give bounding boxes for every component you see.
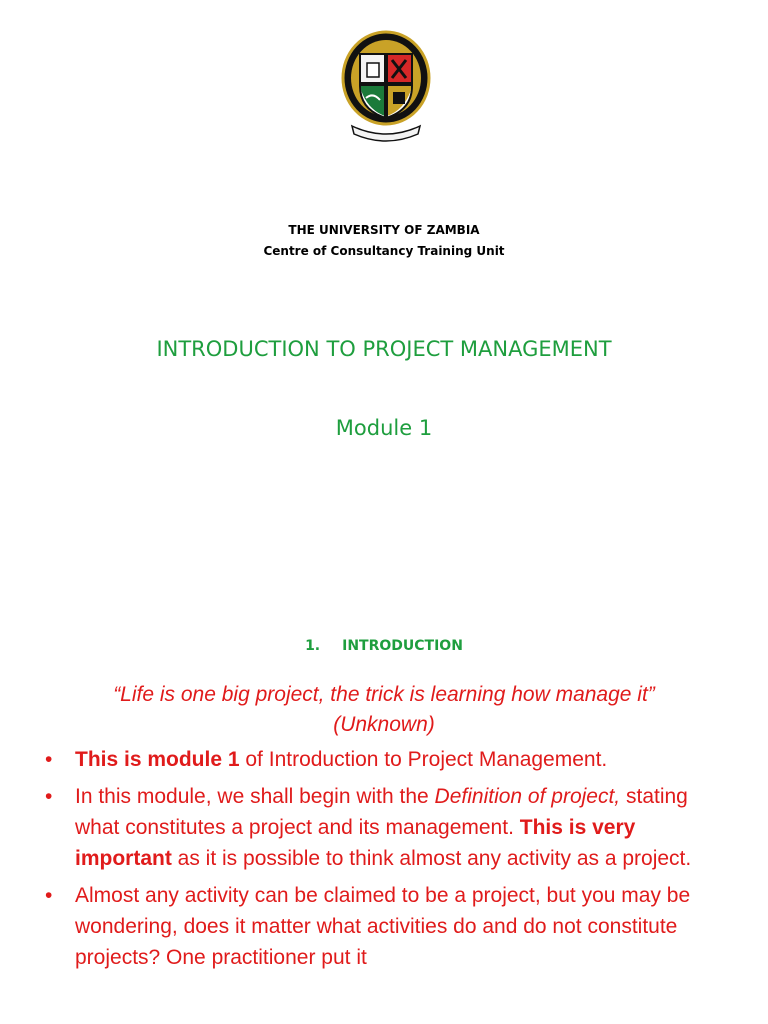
- list-item: [0, 880, 768, 973]
- section-title: INTRODUCTION: [342, 638, 463, 654]
- bullet-1-end: .: [601, 748, 608, 771]
- section-number: 1.: [305, 638, 321, 654]
- bullet-2-italic: Definition of project,: [434, 785, 621, 808]
- bullet-1-bold: This is module 1: [75, 748, 240, 771]
- bullet-2-bold: This is very important: [75, 816, 636, 870]
- opening-quote: [20, 680, 748, 740]
- bullet-list: [0, 744, 768, 979]
- bullet-marker: •: [45, 785, 53, 808]
- bullet-3-text: Almost any activity can be claimed to be a project, but you may be wondering, does it matter what activities do and do not constitute projects? One practitioner put it: [75, 884, 691, 969]
- list-item: [0, 781, 768, 874]
- section-heading: [0, 638, 768, 654]
- course-title: INTRODUCTION TO PROJECT MANAGEMENT: [156, 337, 612, 361]
- list-item: [0, 744, 768, 775]
- quote-text: “Life is one big project, the trick is learning how manage it”: [113, 683, 655, 706]
- bullet-2-end: as it is possible to think almost any activity as a project.: [171, 847, 692, 870]
- institution-unit: Centre of Consultancy Training Unit: [263, 244, 505, 258]
- bullet-2-pre: In this module, we shall begin with the: [75, 785, 435, 808]
- institution-name: THE UNIVERSITY OF ZAMBIA: [288, 223, 480, 237]
- bullet-2-mid: stating what constitutes a project and its management.: [75, 785, 688, 839]
- university-of-zambia-seal-icon: [340, 30, 432, 142]
- quote-author: (Unknown): [333, 713, 435, 736]
- module-label: Module 1: [335, 416, 433, 440]
- university-seal: [340, 30, 432, 142]
- bullet-1-text: of Introduction to Project Management: [239, 748, 602, 771]
- bullet-marker: •: [45, 748, 53, 771]
- bullet-marker: •: [45, 884, 53, 907]
